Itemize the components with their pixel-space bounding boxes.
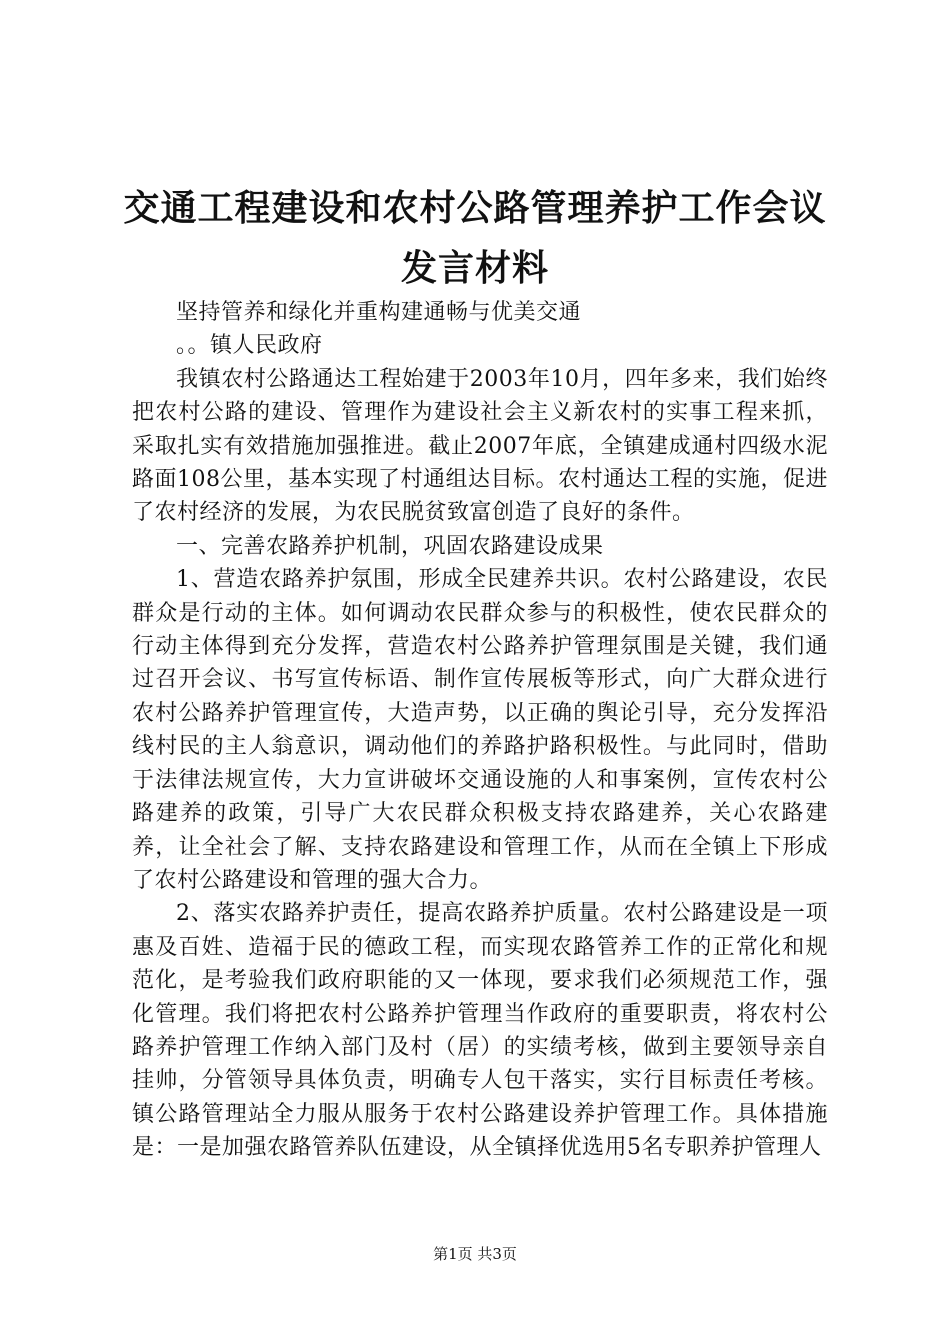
paragraph-point-2: 2、落实农路养护责任，提高农路养护质量。农村公路建设是一项惠及百姓、造福于民的德政工程，而实现农路管养工作的正常化和规范化，是考验我们政府职能的又一体现，要求我们必须规范工作，强化管理。我们将把农村公路养护管理当作政府的重要职责，将农村公路养护管理工作纳入部门及村（居）的实绩考核，做到主要领导亲自挂帅，分管领导具体负责，明确专人包干落实，实行目标责任考核。镇公路管理站全力服从服务于农村公路建设养护管理工作。具体措施是：一是加强农路管养队伍建设，从全镇择优选用5名专职养护管理人: [132, 901, 828, 1161]
subtitle-line: 坚持管养和绿化并重构建通畅与优美交通: [176, 300, 582, 325]
section-heading-1: 一、完善农路养护机制，巩固农路建设成果: [176, 533, 604, 559]
document-title: 交通工程建设和农村公路管理养护工作会议发言材料: [123, 187, 827, 289]
paragraph-intro: 我镇农村公路通达工程始建于2003年10月，四年多来，我们始终把农村公路的建设、管理作为建设社会主义新农村的实事工程来抓，采取扎实有效措施加强推进。截止2007年底，全镇建成通村四级水泥路面108公里，基本实现了村通组达目标。农村通达工程的实施，促进了农村经济的发展，为农民脱贫致富创造了良好的条件。: [132, 366, 828, 526]
page-footer: 第1页 共3页: [433, 1245, 517, 1263]
paragraph-point-1: 1、营造农路养护氛围，形成全民建养共识。农村公路建设，农民群众是行动的主体。如何调动农民群众参与的积极性，使农民群众的行动主体得到充分发挥，营造农村公路养护管理氛围是关键，我们通过召开会议、书写宣传标语、制作宣传展板等形式，向广大群众进行农村公路养护管理宣传，大造声势，以正确的舆论引导，充分发挥沿线村民的主人翁意识，调动他们的养路护路积极性。与此同时，借助于法律法规宣传，大力宣讲破坏交通设施的人和事案例，宣传农村公路建养的政策，引导广大农民群众积极支持农路建养，关心农路建养，让全社会了解、支持农路建设和管理工作，从而在全镇上下形成了农村公路建设和管理的强大合力。: [132, 567, 828, 893]
document-body: [132, 296, 828, 1165]
author-line: 。。镇人民政府: [176, 333, 323, 359]
